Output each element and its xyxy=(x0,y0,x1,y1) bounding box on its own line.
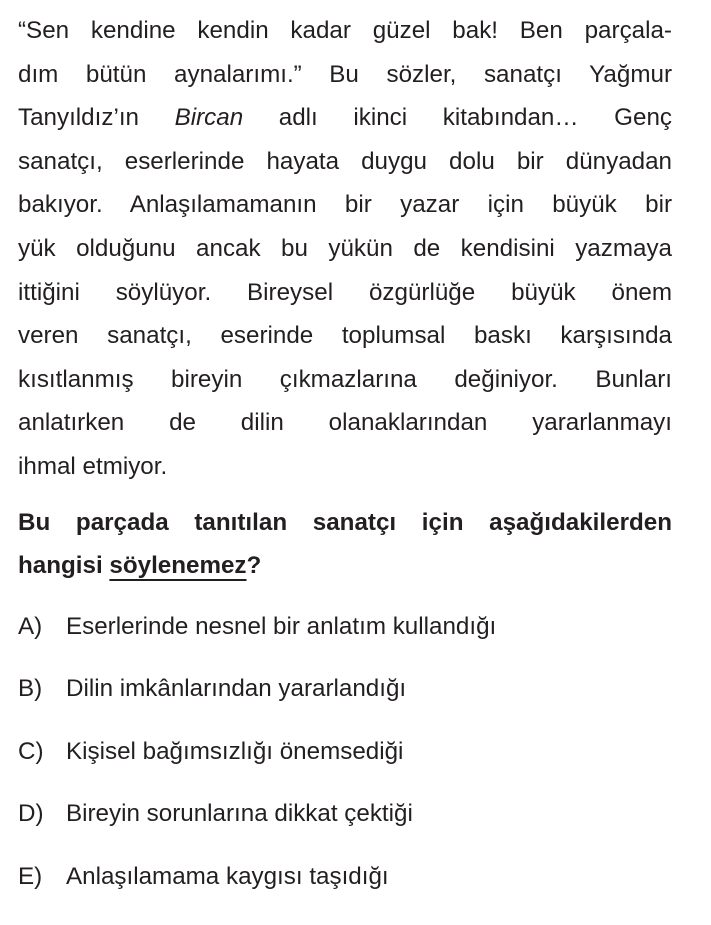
question-line: Bu parçada tanıtılan sanatçı için aşağıdakilerden xyxy=(18,508,672,536)
passage-line-start: Tanyıldız’ın xyxy=(18,104,175,132)
passage-line: veren sanatçı, eserinde toplumsal baskı karşısında xyxy=(18,322,672,350)
question-stem xyxy=(18,501,672,588)
passage-line: anlatırken de dilin olanaklarından yararlanmayı xyxy=(18,409,672,437)
negation-word: söylenemez xyxy=(109,552,247,580)
question-mark: ? xyxy=(246,552,262,580)
answer-options xyxy=(18,613,672,925)
passage-line: ihmal etmiyor. xyxy=(18,452,168,480)
option-e[interactable] xyxy=(18,863,672,925)
passage-line: ittiğini söylüyor. Bireysel özgürlüğe büyük önem xyxy=(18,278,672,306)
passage-line: yük olduğunu ancak bu yükün de kendisini yazmaya xyxy=(18,234,672,262)
option-letter: D) xyxy=(18,800,44,828)
option-text: Eserlerinde nesnel bir anlatım kullandığı xyxy=(66,612,497,640)
passage-line: “Sen kendine kendin kadar güzel bak! Ben parçala- xyxy=(18,17,672,44)
question-prefix: hangisi xyxy=(18,552,110,580)
option-text: Anlaşılamama kaygısı taşıdığı xyxy=(66,862,389,890)
option-b[interactable] xyxy=(18,675,672,738)
option-letter: A) xyxy=(18,612,43,640)
option-text: Dilin imkânlarından yararlandığı xyxy=(66,675,407,703)
passage-text xyxy=(18,9,672,489)
option-letter: B) xyxy=(18,675,43,703)
book-title: Bircan xyxy=(174,104,244,132)
option-a[interactable] xyxy=(18,613,672,676)
option-text: Kişisel bağımsızlığı önemsediği xyxy=(66,737,404,765)
passage-line: kısıtlanmış bireyin çıkmazlarına değiniyor. Bunları xyxy=(18,365,672,393)
question-page xyxy=(18,9,672,925)
option-letter: C) xyxy=(18,737,44,765)
passage-line: dım bütün aynalarımı.” Bu sözler, sanatçı Yağmur xyxy=(18,60,672,88)
question-line xyxy=(18,544,672,588)
option-letter: E) xyxy=(18,862,43,890)
passage-line-rest: adlı ikinci kitabından… Genç xyxy=(243,104,672,132)
option-d[interactable] xyxy=(18,800,672,863)
passage-line xyxy=(18,96,672,140)
option-c[interactable] xyxy=(18,738,672,801)
passage-line: sanatçı, eserlerinde hayata duygu dolu bir dünyadan xyxy=(18,147,672,175)
option-text: Bireyin sorunlarına dikkat çektiği xyxy=(66,800,413,828)
passage-line: bakıyor. Anlaşılamamanın bir yazar için büyük bir xyxy=(18,191,672,219)
